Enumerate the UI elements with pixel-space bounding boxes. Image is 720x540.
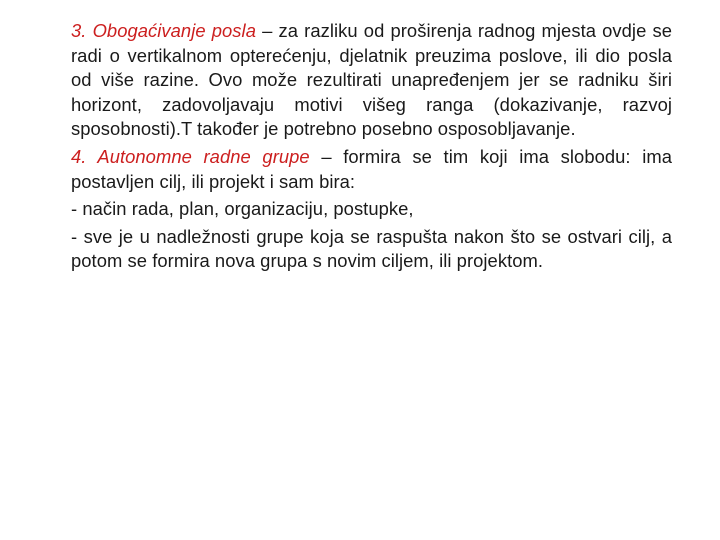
list-item-work-method: - način rada, plan, organizaciju, postupke, bbox=[71, 198, 414, 220]
paragraph-autonomous-groups bbox=[71, 145, 672, 194]
list-item-group-responsibility: - sve je u nadležnosti grupe koja se raspušta nakon što se ostvari cilj, a potom se formira nova grupa s novim ciljem, ili projektom. bbox=[71, 225, 672, 272]
paragraph-job-enrichment bbox=[71, 19, 672, 142]
slide-content bbox=[71, 19, 672, 274]
heading-autonomous-groups: 4. Autonomne radne grupe bbox=[71, 145, 310, 167]
heading-job-enrichment: 3. Obogaćivanje posla bbox=[71, 20, 256, 41]
text-autonomous-groups: – formira se tim koji ima slobodu: ima postavljen cilj, ili projekt i sam bira: bbox=[71, 145, 672, 192]
text-job-enrichment: – za razliku od proširenja radnog mjesta ovdje se radi o vertikalnom opterećenju, djelatnik preuzima poslove, ili dio posla od više razine. Ovo može rezultirati unapređenjem jer se radniku širi horizont, zadovoljavaju motivi višeg ranga (dokazivanje, razvoj sposobnosti).T također je potrebno posebno osposobljavanje. bbox=[71, 20, 672, 140]
